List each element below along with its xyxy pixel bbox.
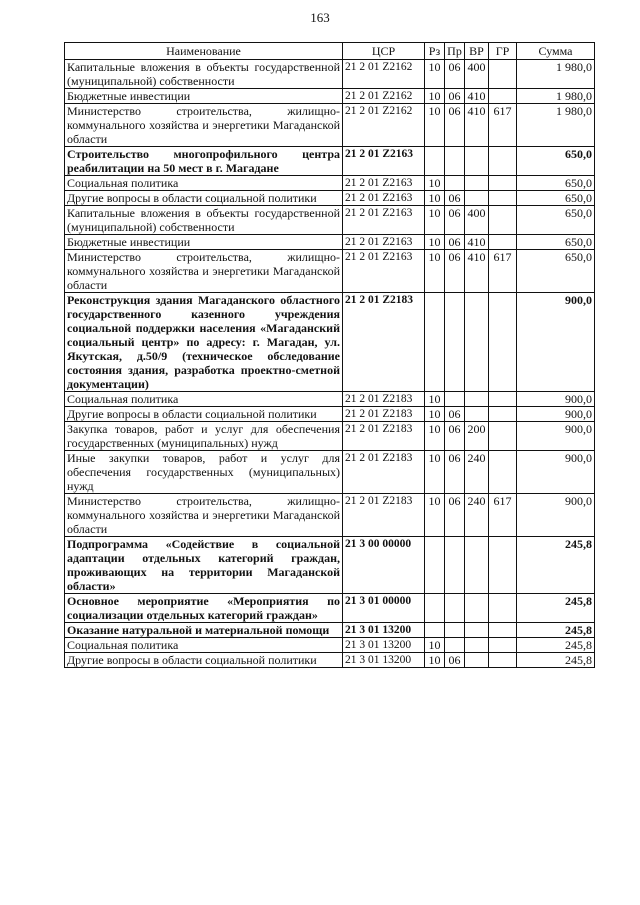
table-row — [65, 60, 595, 89]
cell-pr — [445, 392, 465, 407]
cell-gr — [489, 176, 517, 191]
table-row — [65, 235, 595, 250]
cell-vr: 200 — [465, 422, 489, 451]
cell-csr: 21 2 01 Z2183 — [343, 494, 425, 537]
cell-sum: 900,0 — [517, 293, 595, 392]
table-row — [65, 451, 595, 494]
cell-rz: 10 — [425, 235, 445, 250]
cell-pr — [445, 293, 465, 392]
page-number: 163 — [310, 10, 330, 25]
cell-gr — [489, 653, 517, 668]
table-row — [65, 623, 595, 638]
cell-vr — [465, 176, 489, 191]
cell-name: Капитальные вложения в объекты государственной (муниципальной) собственности — [65, 60, 343, 89]
cell-sum: 1 980,0 — [517, 89, 595, 104]
cell-sum: 245,8 — [517, 653, 595, 668]
cell-sum: 900,0 — [517, 451, 595, 494]
cell-csr: 21 2 01 Z2183 — [343, 392, 425, 407]
cell-vr: 240 — [465, 451, 489, 494]
cell-gr — [489, 623, 517, 638]
cell-csr: 21 2 01 Z2162 — [343, 89, 425, 104]
cell-name: Другие вопросы в области социальной политики — [65, 191, 343, 206]
table-header-row — [65, 43, 595, 60]
cell-sum: 650,0 — [517, 147, 595, 176]
cell-gr: 617 — [489, 104, 517, 147]
cell-gr — [489, 147, 517, 176]
cell-rz — [425, 594, 445, 623]
cell-pr: 06 — [445, 494, 465, 537]
cell-vr — [465, 653, 489, 668]
cell-gr — [489, 392, 517, 407]
cell-name: Оказание натуральной и материальной помощи — [65, 623, 343, 638]
cell-rz: 10 — [425, 494, 445, 537]
cell-gr — [489, 638, 517, 653]
header-rz: Рз — [425, 43, 445, 60]
cell-gr — [489, 235, 517, 250]
cell-vr: 240 — [465, 494, 489, 537]
cell-pr: 06 — [445, 206, 465, 235]
cell-vr — [465, 623, 489, 638]
cell-gr — [489, 451, 517, 494]
cell-sum: 900,0 — [517, 422, 595, 451]
cell-pr — [445, 537, 465, 594]
table-row — [65, 638, 595, 653]
cell-sum: 900,0 — [517, 392, 595, 407]
cell-pr: 06 — [445, 451, 465, 494]
header-sum: Сумма — [517, 43, 595, 60]
budget-table — [64, 42, 595, 668]
cell-csr: 21 3 01 13200 — [343, 653, 425, 668]
cell-sum: 245,8 — [517, 638, 595, 653]
cell-vr — [465, 293, 489, 392]
cell-csr: 21 2 01 Z2183 — [343, 422, 425, 451]
cell-pr — [445, 176, 465, 191]
header-name: Наименование — [65, 43, 343, 60]
cell-gr — [489, 293, 517, 392]
cell-csr: 21 2 01 Z2162 — [343, 60, 425, 89]
cell-name: Другие вопросы в области социальной политики — [65, 653, 343, 668]
table-body — [65, 60, 595, 668]
table-row — [65, 206, 595, 235]
table-row — [65, 191, 595, 206]
cell-sum: 900,0 — [517, 407, 595, 422]
cell-pr — [445, 147, 465, 176]
cell-name: Социальная политика — [65, 638, 343, 653]
cell-gr — [489, 89, 517, 104]
cell-vr: 410 — [465, 235, 489, 250]
cell-csr: 21 2 01 Z2163 — [343, 250, 425, 293]
cell-name: Другие вопросы в области социальной политики — [65, 407, 343, 422]
table-row — [65, 653, 595, 668]
table-row — [65, 392, 595, 407]
table-row — [65, 250, 595, 293]
cell-rz: 10 — [425, 60, 445, 89]
cell-csr: 21 3 01 13200 — [343, 623, 425, 638]
cell-csr: 21 2 01 Z2183 — [343, 451, 425, 494]
table-row — [65, 176, 595, 191]
cell-sum: 1 980,0 — [517, 60, 595, 89]
cell-rz: 10 — [425, 104, 445, 147]
table-row — [65, 293, 595, 392]
cell-vr — [465, 191, 489, 206]
cell-vr: 400 — [465, 206, 489, 235]
header-gr: ГР — [489, 43, 517, 60]
cell-pr — [445, 638, 465, 653]
cell-gr — [489, 422, 517, 451]
cell-rz: 10 — [425, 653, 445, 668]
cell-rz: 10 — [425, 407, 445, 422]
header-csr: ЦСР — [343, 43, 425, 60]
cell-vr: 410 — [465, 89, 489, 104]
cell-vr — [465, 407, 489, 422]
cell-name: Реконструкция здания Магаданского областного государственного казенного учреждения социальной поддержки населения «Магаданский социальный центр» по адресу: г. Магадан, ул. Якутская, д.50/9 (техническое обследование состояния здания, разработка проектно-сметной документации) — [65, 293, 343, 392]
cell-name: Капитальные вложения в объекты государственной (муниципальной) собственности — [65, 206, 343, 235]
cell-rz: 10 — [425, 392, 445, 407]
table-row — [65, 104, 595, 147]
cell-pr: 06 — [445, 407, 465, 422]
cell-csr: 21 2 01 Z2162 — [343, 104, 425, 147]
cell-csr: 21 3 00 00000 — [343, 537, 425, 594]
cell-name: Бюджетные инвестиции — [65, 89, 343, 104]
cell-name: Бюджетные инвестиции — [65, 235, 343, 250]
table-row — [65, 594, 595, 623]
cell-sum: 650,0 — [517, 235, 595, 250]
cell-name: Закупка товаров, работ и услуг для обеспечения государственных (муниципальных) нужд — [65, 422, 343, 451]
cell-vr: 400 — [465, 60, 489, 89]
table-row — [65, 407, 595, 422]
cell-pr: 06 — [445, 250, 465, 293]
cell-vr — [465, 392, 489, 407]
cell-csr: 21 2 01 Z2163 — [343, 235, 425, 250]
cell-pr: 06 — [445, 191, 465, 206]
cell-pr — [445, 623, 465, 638]
header-pr: Пр — [445, 43, 465, 60]
cell-sum: 1 980,0 — [517, 104, 595, 147]
cell-csr: 21 3 01 00000 — [343, 594, 425, 623]
cell-name: Министерство строительства, жилищно-коммунального хозяйства и энергетики Магаданской области — [65, 250, 343, 293]
cell-gr — [489, 594, 517, 623]
cell-pr: 06 — [445, 235, 465, 250]
cell-vr: 410 — [465, 250, 489, 293]
table-row — [65, 494, 595, 537]
cell-sum: 245,8 — [517, 594, 595, 623]
cell-rz — [425, 623, 445, 638]
cell-gr — [489, 191, 517, 206]
cell-sum: 900,0 — [517, 494, 595, 537]
table-row — [65, 422, 595, 451]
cell-rz: 10 — [425, 89, 445, 104]
cell-pr: 06 — [445, 89, 465, 104]
cell-sum: 650,0 — [517, 250, 595, 293]
cell-rz: 10 — [425, 206, 445, 235]
cell-rz: 10 — [425, 176, 445, 191]
cell-vr — [465, 594, 489, 623]
cell-csr: 21 2 01 Z2163 — [343, 191, 425, 206]
header-vr: ВР — [465, 43, 489, 60]
cell-gr — [489, 60, 517, 89]
cell-sum: 245,8 — [517, 623, 595, 638]
table-row — [65, 89, 595, 104]
cell-gr: 617 — [489, 250, 517, 293]
cell-name: Социальная политика — [65, 392, 343, 407]
cell-name: Министерство строительства, жилищно-коммунального хозяйства и энергетики Магаданской области — [65, 104, 343, 147]
cell-sum: 650,0 — [517, 191, 595, 206]
cell-pr: 06 — [445, 653, 465, 668]
cell-rz — [425, 537, 445, 594]
cell-rz: 10 — [425, 451, 445, 494]
cell-rz: 10 — [425, 638, 445, 653]
table-row — [65, 147, 595, 176]
cell-sum: 650,0 — [517, 206, 595, 235]
cell-csr: 21 3 01 13200 — [343, 638, 425, 653]
cell-name: Иные закупки товаров, работ и услуг для обеспечения государственных (муниципальных) нужд — [65, 451, 343, 494]
cell-rz — [425, 147, 445, 176]
cell-name: Подпрограмма «Содействие в социальной адаптации отдельных категорий граждан, проживающих на территории Магаданской области» — [65, 537, 343, 594]
cell-sum: 650,0 — [517, 176, 595, 191]
cell-name: Основное мероприятие «Мероприятия по социализации отдельных категорий граждан» — [65, 594, 343, 623]
cell-vr — [465, 537, 489, 594]
cell-pr — [445, 594, 465, 623]
cell-rz: 10 — [425, 422, 445, 451]
cell-name: Социальная политика — [65, 176, 343, 191]
cell-vr: 410 — [465, 104, 489, 147]
cell-name: Министерство строительства, жилищно-коммунального хозяйства и энергетики Магаданской области — [65, 494, 343, 537]
cell-csr: 21 2 01 Z2183 — [343, 293, 425, 392]
cell-csr: 21 2 01 Z2163 — [343, 147, 425, 176]
cell-gr — [489, 537, 517, 594]
cell-name: Строительство многопрофильного центра реабилитации на 50 мест в г. Магадане — [65, 147, 343, 176]
cell-csr: 21 2 01 Z2163 — [343, 206, 425, 235]
cell-gr — [489, 407, 517, 422]
cell-pr: 06 — [445, 60, 465, 89]
cell-rz — [425, 293, 445, 392]
cell-pr: 06 — [445, 104, 465, 147]
cell-rz: 10 — [425, 191, 445, 206]
cell-pr: 06 — [445, 422, 465, 451]
cell-sum: 245,8 — [517, 537, 595, 594]
cell-vr — [465, 147, 489, 176]
cell-vr — [465, 638, 489, 653]
table-row — [65, 537, 595, 594]
cell-gr — [489, 206, 517, 235]
cell-rz: 10 — [425, 250, 445, 293]
cell-csr: 21 2 01 Z2183 — [343, 407, 425, 422]
cell-csr: 21 2 01 Z2163 — [343, 176, 425, 191]
cell-gr: 617 — [489, 494, 517, 537]
